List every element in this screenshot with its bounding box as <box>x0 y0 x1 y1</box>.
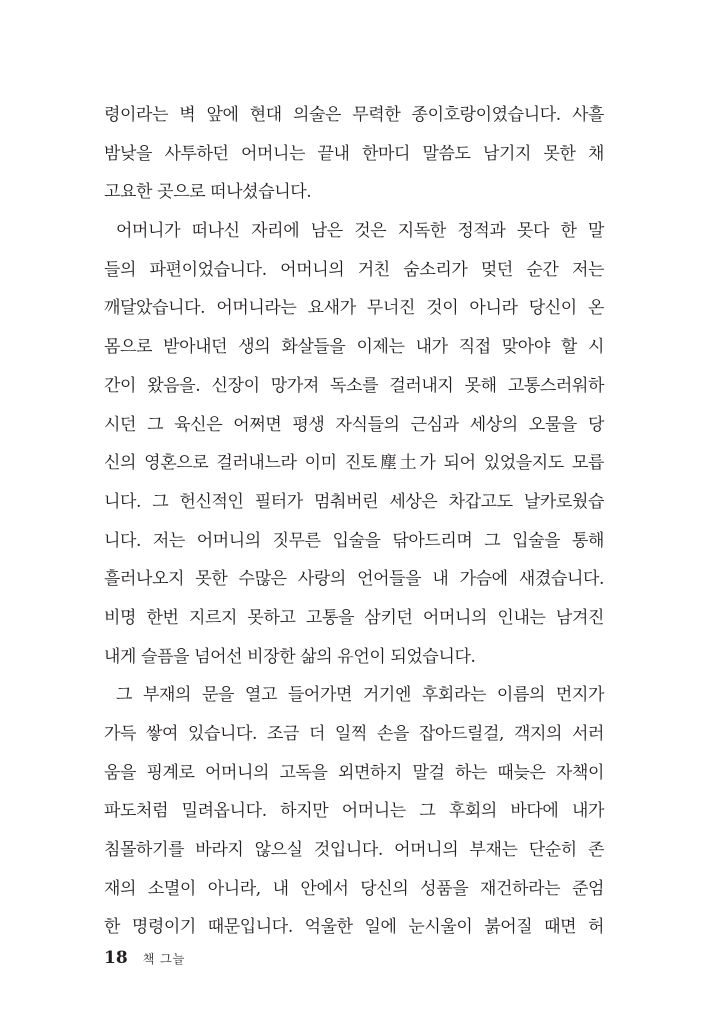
text-line: 들의 파편이었습니다. 어머니의 거친 숨소리가 멎던 순간 저는 <box>104 259 604 280</box>
page-footer <box>104 946 185 970</box>
text-line: 시던 그 육신은 어쩌면 평생 자식들의 근심과 세상의 오물을 당 <box>104 414 604 435</box>
text-line: 몸으로 받아내던 생의 화살들을 이제는 내가 직접 맞아야 할 시 <box>104 337 604 358</box>
text-line: 어머니가 떠나신 자리에 남은 것은 지독한 정적과 못다 한 말 <box>116 221 604 242</box>
text-line: 고요한 곳으로 떠나셨습니다. <box>104 182 312 203</box>
text-line: 움을 핑계로 어머니의 고독을 외면하지 말걸 하는 때늦은 자책이 <box>104 762 604 783</box>
text-line: 니다. 저는 어머니의 짓무른 입술을 닦아드리며 그 입술을 통해 <box>104 530 604 551</box>
text-line: 침몰하기를 바라지 않으실 것입니다. 어머니의 부재는 단순히 존 <box>104 840 604 861</box>
running-head: 책 그늘 <box>142 952 186 966</box>
text-line: 비명 한번 지르지 못하고 고통을 삼키던 어머니의 인내는 남겨진 <box>104 607 604 628</box>
text-line: 간이 왔음을. 신장이 망가져 독소를 걸러내지 못해 고통스러워하 <box>104 375 604 396</box>
text-line: 내게 슬픔을 넘어선 비장한 삶의 유언이 되었습니다. <box>104 646 476 667</box>
text-line: 파도처럼 밀려옵니다. 하지만 어머니는 그 후회의 바다에 내가 <box>104 801 604 822</box>
body-text <box>104 96 604 947</box>
text-line: 흘러나오지 못한 수많은 사랑의 언어들을 내 가슴에 새겼습니다. <box>104 569 604 590</box>
text-line: 니다. 그 헌신적인 필터가 멈춰버린 세상은 차갑고도 날카로웠습 <box>104 491 604 512</box>
text-line: 깨달았습니다. 어머니라는 요새가 무너진 것이 아니라 당신이 온 <box>104 298 604 319</box>
text-line: 신의 영혼으로 걸러내느라 이미 진토塵土가 되어 있었을지도 모릅 <box>104 453 604 474</box>
text-line: 한 명령이기 때문입니다. 억울한 일에 눈시울이 붉어질 때면 허 <box>104 917 604 938</box>
text-line: 밤낮을 사투하던 어머니는 끝내 한마디 말씀도 남기지 못한 채 <box>104 143 604 164</box>
page-number: 18 <box>104 948 128 968</box>
text-line: 그 부재의 문을 열고 들어가면 거기엔 후회라는 이름의 먼지가 <box>116 685 604 706</box>
text-line: 령이라는 벽 앞에 현대 의술은 무력한 종이호랑이였습니다. 사흘 <box>104 105 604 125</box>
text-line: 가득 쌓여 있습니다. 조금 더 일찍 손을 잡아드릴걸, 객지의 서러 <box>104 724 604 744</box>
text-line: 재의 소멸이 아니라, 내 안에서 당신의 성품을 재건하라는 준엄 <box>104 878 604 899</box>
